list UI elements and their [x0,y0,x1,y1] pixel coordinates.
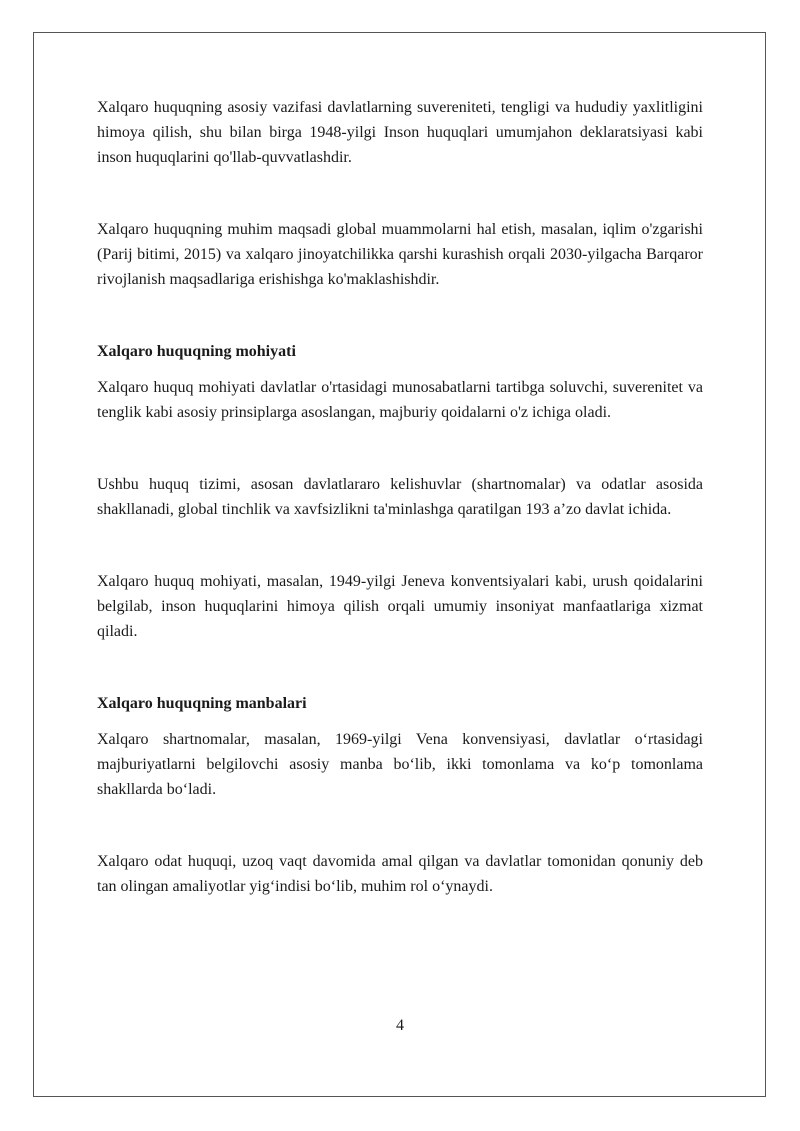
paragraph-2: Xalqaro huquqning muhim maqsadi global muammolarni hal etish, masalan, iqlim o'zgarishi (Parij bitimi, 2015) va xalqaro jinoyatchilikka qarshi kurashish orqali 2030-yilgacha Barqaror rivojlanish maqsadlariga erishishga ko'maklashishdir. [97,221,703,288]
section-heading-manbalari: Xalqaro huquqning manbalari [97,695,307,712]
paragraph-6: Xalqaro shartnomalar, masalan, 1969-yilgi Vena konvensiyasi, davlatlar o‘rtasidagi majburiyatlarni belgilovchi asosiy manba bo‘lib, ikki tomonlama va ko‘p tomonlama shakllarda bo‘ladi. [97,731,703,798]
paragraph-7: Xalqaro odat huquqi, uzoq vaqt davomida amal qilgan va davlatlar tomonidan qonuniy deb tan olingan amaliyotlar yig‘indisi bo‘lib, muhim rol o‘ynaydi. [97,853,703,895]
paragraph-5: Xalqaro huquq mohiyati, masalan, 1949-yilgi Jeneva konventsiyalari kabi, urush qoidalarini belgilab, inson huquqlarini himoya qilish orqali umumiy insoniyat manfaatlariga xizmat qiladi. [97,573,703,640]
section-heading-mohiyati: Xalqaro huquqning mohiyati [97,343,296,360]
paragraph-1: Xalqaro huquqning asosiy vazifasi davlatlarning suvereniteti, tengligi va hududiy yaxlitligini himoya qilish, shu bilan birga 1948-yilgi Inson huquqlari umumjahon deklaratsiyasi kabi inson huquqlarini qo'llab-quvvatlashdir. [97,99,703,166]
page-content [97,95,703,899]
paragraph-4: Ushbu huquq tizimi, asosan davlatlararo kelishuvlar (shartnomalar) va odatlar asosida shakllanadi, global tinchlik va xavfsizlikni ta'minlashga qaratilgan 193 a’zo davlat ichida. [97,476,703,518]
page-number: 4 [396,1017,404,1034]
paragraph-3: Xalqaro huquq mohiyati davlatlar o'rtasidagi munosabatlarni tartibga soluvchi, suverenitet va tenglik kabi asosiy prinsiplarga asoslangan, majburiy qoidalarni o'z ichiga oladi. [97,379,703,421]
